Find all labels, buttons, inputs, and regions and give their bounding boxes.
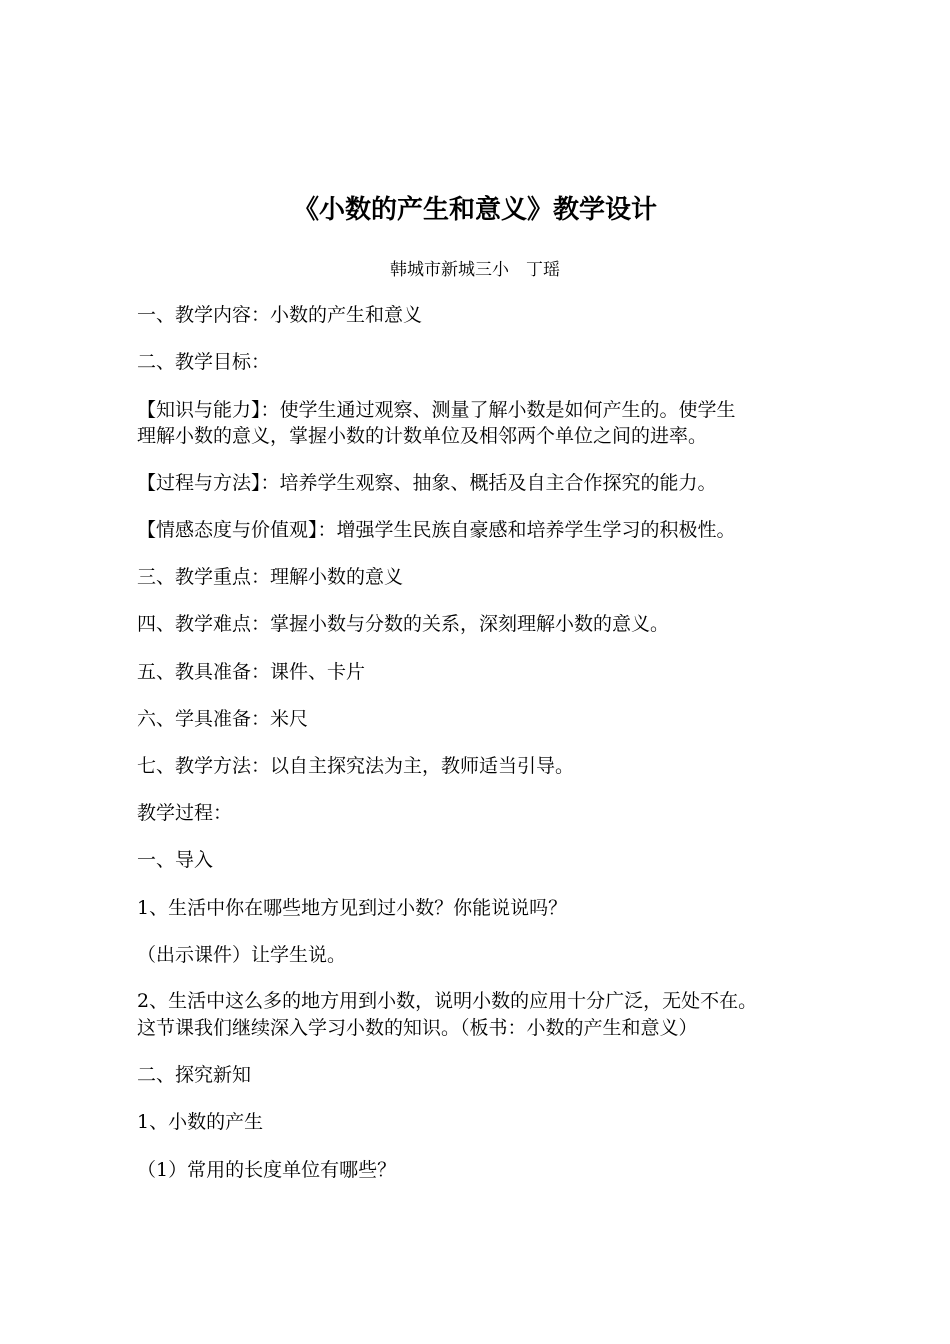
paragraph-question-1: 1、生活中你在哪些地方见到过小数？你能说说吗？ [137, 897, 568, 919]
paragraph-teaching-aids: 五、教具准备：课件、卡片 [137, 661, 366, 683]
paragraph-process-method: 【过程与方法】：培养学生观察、抽象、概括及自主合作探究的能力。 [137, 472, 717, 494]
document-title: 《小数的产生和意义》教学设计 [292, 195, 657, 225]
paragraph-explore-new: 二、探究新知 [137, 1064, 252, 1086]
paragraph-learning-aids: 六、学具准备：米尺 [137, 708, 309, 730]
paragraph-emotion-values: 【情感态度与价值观】：增强学生民族自豪感和培养学生学习的积极性。 [137, 519, 736, 541]
paragraph-question-2-line1: 2、生活中这么多的地方用到小数，说明小数的应用十分广泛，无处不在。 [137, 990, 758, 1012]
paragraph-knowledge-ability-line1: 【知识与能力】：使学生通过观察、测量了解小数是如何产生的。使学生 [137, 399, 736, 421]
paragraph-teaching-content: 一、教学内容：小数的产生和意义 [137, 304, 423, 326]
paragraph-teaching-method: 七、教学方法：以自主探究法为主，教师适当引导。 [137, 755, 575, 777]
document-author: 韩城市新城三小 丁瑶 [390, 260, 560, 280]
paragraph-difficult-point: 四、教学难点：掌握小数与分数的关系，深刻理解小数的意义。 [137, 613, 670, 635]
paragraph-teaching-process: 教学过程： [137, 802, 233, 824]
paragraph-show-courseware: （出示课件）让学生说。 [137, 944, 347, 966]
paragraph-introduction: 一、导入 [137, 849, 214, 871]
paragraph-question-2-line2: 这节课我们继续深入学习小数的知识。（板书：小数的产生和意义） [137, 1017, 698, 1039]
paragraph-decimal-origin: 1、小数的产生 [137, 1111, 264, 1133]
paragraph-length-units: （1）常用的长度单位有哪些？ [137, 1159, 397, 1181]
paragraph-knowledge-ability-line2: 理解小数的意义，掌握小数的计数单位及相邻两个单位之间的进率。 [137, 425, 708, 447]
paragraph-key-point: 三、教学重点：理解小数的意义 [137, 566, 404, 588]
paragraph-teaching-goals: 二、教学目标： [137, 351, 271, 373]
